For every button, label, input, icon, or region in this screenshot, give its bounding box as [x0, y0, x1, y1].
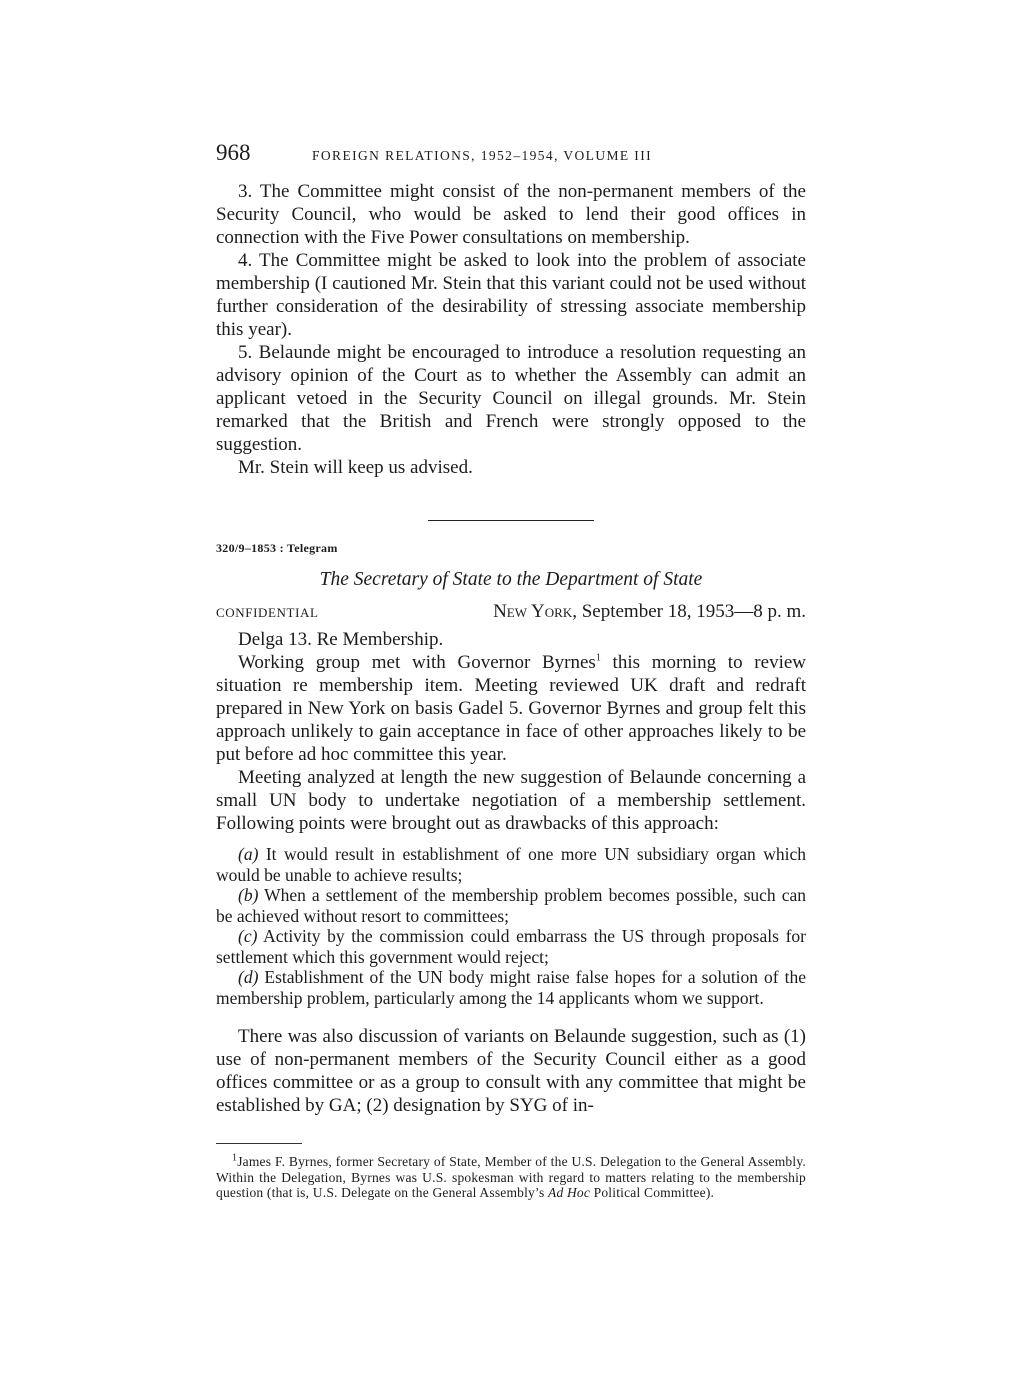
list-item-label: (d) — [238, 967, 259, 987]
list-item — [216, 844, 806, 885]
paragraph: There was also discussion of variants on Belaunde suggestion, such as (1) use of non-permanent members of the Security Council either as a good offices committee or as a group to consult with any committee that might be established by GA; (2) designation by SYG of in- — [216, 1026, 806, 1116]
list-item-label: (a) — [238, 844, 259, 864]
dateline-row — [216, 601, 806, 628]
list-item — [216, 926, 806, 967]
paragraph: Mr. Stein will keep us advised. — [238, 457, 473, 478]
list-item-text: It would result in establishment of one more UN subsidiary organ which would be unable to achieve results; — [216, 844, 806, 885]
list-item-label: (c) — [238, 926, 258, 946]
list-item-text: Establishment of the UN body might raise false hopes for a solution of the membership problem, particularly among the 14 applicants whom we support. — [216, 967, 806, 1008]
footnote-text: James F. Byrnes, former Secretary of State, Member of the U.S. Delegation to the General Assembly. Within the Delegation, Byrnes was U.S. spokesman with regard to matters relating to the membership question (that is, U.S. Delegate on the General Assembly’s — [216, 1154, 806, 1200]
preceding-text — [216, 180, 806, 479]
dateline-date: September 18, 1953—8 p. m. — [581, 601, 806, 622]
list-item-label: (b) — [238, 885, 259, 905]
paragraph — [216, 651, 806, 766]
document-file-id: 320/9–1853 : Telegram — [216, 541, 338, 555]
document-page — [216, 140, 806, 1201]
list-item-text: When a settlement of the membership problem becomes possible, such can be achieved without resort to committees; — [216, 885, 806, 926]
dateline — [493, 601, 806, 623]
page-header — [216, 140, 806, 180]
telegram-opening: Delga 13. Re Membership. — [238, 629, 444, 650]
footnote — [216, 1154, 806, 1201]
document-title: The Secretary of State to the Department of State — [319, 569, 703, 590]
list-item — [216, 967, 806, 1008]
footnote-reference[interactable]: 1 — [595, 652, 601, 664]
paragraph-text: Working group met with Governor Byrnes — [238, 652, 596, 673]
paragraph-text: this morning to review situation re membership item. Meeting reviewed UK draft and redraft prepared in New York on basis Gadel 5. Governor Byrnes and group felt this approach unlikely to gain acceptance in face of other approaches likely to be put before ad hoc committee this year. — [216, 652, 806, 765]
footnote-italic: Ad Hoc — [548, 1185, 591, 1200]
page-number: 968 — [216, 140, 251, 165]
paragraph: 4. The Committee might be asked to look into the problem of associate membership (I cautioned Mr. Stein that this variant could not be used without further consideration of the desirability of stressing associate membership this year). — [216, 250, 806, 340]
list-item — [216, 885, 806, 926]
running-head: FOREIGN RELATIONS, 1952–1954, VOLUME III — [312, 148, 652, 163]
section-divider — [428, 520, 594, 521]
paragraph: 5. Belaunde might be encouraged to introduce a resolution requesting an advisory opinion of the Court as to whether the Assembly can admit an applicant vetoed in the Security Council on illegal grounds. Mr. Stein remarked that the British and French were strongly opposed to the suggestion. — [216, 342, 806, 455]
footnote-text: Political Committee). — [590, 1185, 715, 1200]
footnote-rule — [216, 1143, 302, 1144]
list-item-text: Activity by the commission could embarrass the US through proposals for settlement which this government would reject; — [216, 926, 806, 967]
paragraph: Meeting analyzed at length the new suggestion of Belaunde concerning a small UN body to undertake negotiation of a membership settlement. Following points were brought out as drawbacks of this approach: — [216, 767, 806, 834]
dateline-place: New York, — [493, 601, 577, 622]
classification-label: CONFIDENTIAL — [216, 605, 319, 620]
drawbacks-list — [216, 844, 806, 1008]
footnote-marker: 1 — [232, 1152, 238, 1164]
paragraph: 3. The Committee might consist of the non-permanent members of the Security Council, who would be asked to lend their good offices in connection with the Five Power consultations on membership. — [216, 181, 806, 248]
